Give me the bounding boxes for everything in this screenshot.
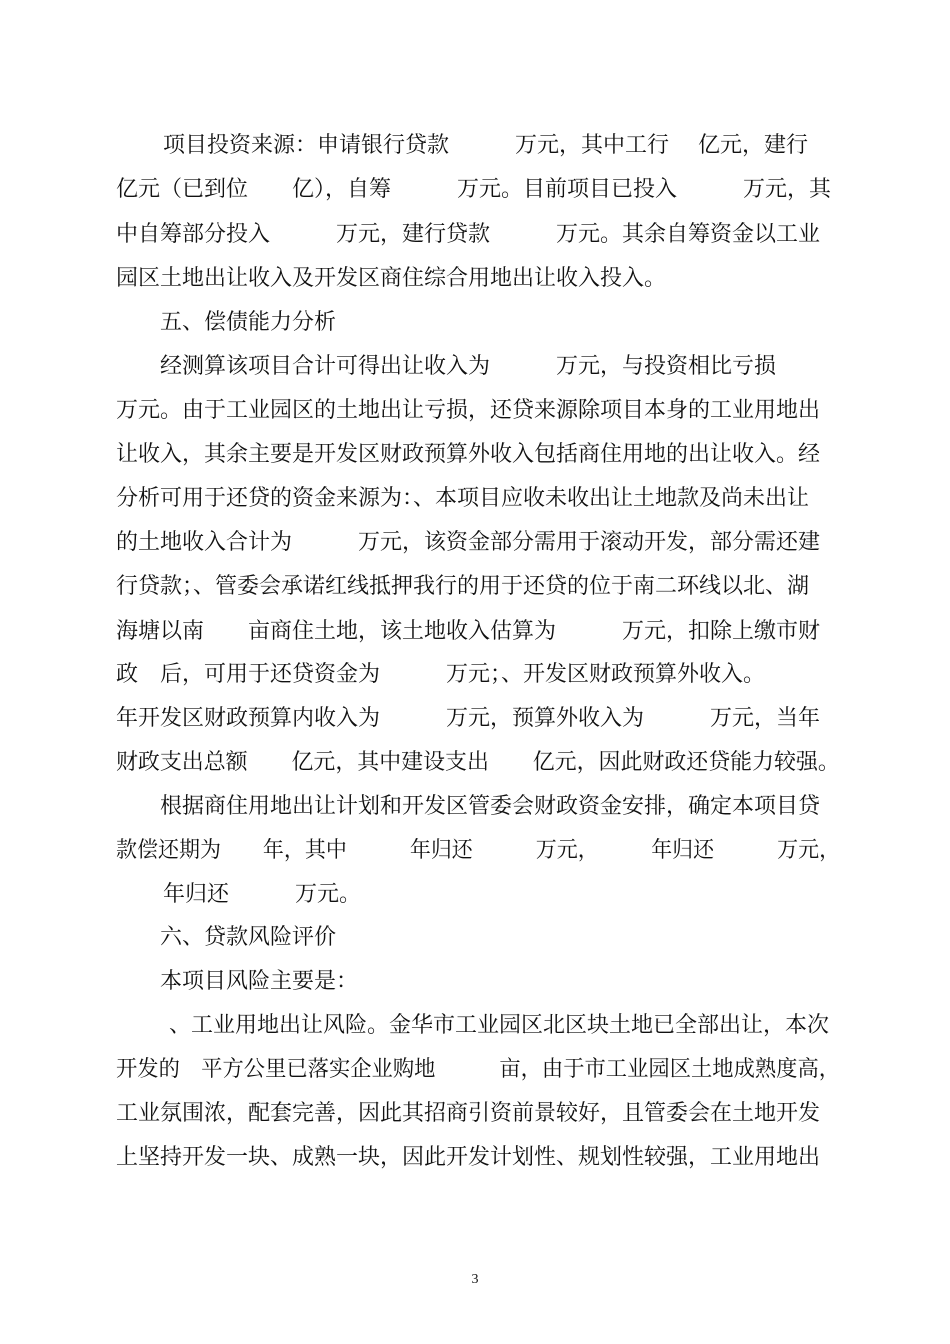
text-line: 本项目风险主要是： [160, 969, 359, 994]
text-line: 的土地收入合计为 万元，该资金部分需用于滚动开发，部分需还建 [116, 530, 821, 555]
text-line: 上坚持开发一块、成熟一块，因此开发计划性、规划性较强，工业用地出 [116, 1145, 821, 1170]
text-line: 款偿还期为 年，其中 年归还 万元， 年归还 万元， [116, 838, 841, 863]
text-line: 政 后，可用于还贷资金为 万元；、开发区财政预算外收入。 [116, 662, 766, 687]
text-line: 分析可用于还贷的资金来源为：、本项目应收未收出让土地款及尚未出让 [116, 486, 810, 511]
text-line: 海塘以南 亩商住土地，该土地收入估算为 万元，扣除上缴市财 [116, 619, 821, 644]
section-heading: 五、偿债能力分析 [160, 310, 337, 335]
text-line: 、工业用地出让风险。金华市工业园区北区块土地已全部出让，本次 [169, 1013, 830, 1038]
text-line: 工业氛围浓，配套完善，因此其招商引资前景较好，且管委会在土地开发 [116, 1101, 821, 1126]
text-line: 年开发区财政预算内收入为 万元，预算外收入为 万元，当年 [116, 706, 821, 731]
text-line: 年归还 万元。 [163, 882, 362, 907]
text-line: 万元。由于工业园区的土地出让亏损，还贷来源除项目本身的工业用地出 [116, 398, 821, 423]
text-line: 行贷款；、管委会承诺红线抵押我行的用于还贷的位于南二环线以北、湖 [116, 574, 810, 599]
text-line: 园区土地出让收入及开发区商住综合用地出让收入投入。 [116, 266, 667, 291]
text-line: 财政支出总额 亿元，其中建设支出 亿元，因此财政还贷能力较强。 [116, 750, 840, 775]
text-line: 项目投资来源：申请银行贷款 万元，其中工行 亿元，建行 [163, 133, 808, 158]
text-line: 根据商住用地出让计划和开发区管委会财政资金安排，确定本项目贷 [160, 794, 821, 819]
section-heading: 六、贷款风险评价 [160, 925, 337, 950]
text-line: 经测算该项目合计可得出让收入为 万元，与投资相比亏损 [160, 354, 777, 379]
text-line: 亿元（已到位 亿），自筹 万元。目前项目已投入 万元，其 [116, 177, 832, 202]
text-line: 中自筹部分投入 万元，建行贷款 万元。其余自筹资金以工业 [116, 222, 821, 247]
page-number: 3 [471, 1272, 479, 1287]
text-line: 开发的 平方公里已落实企业购地 亩，由于市工业园区土地成熟度高， [116, 1057, 841, 1082]
text-line: 让收入，其余主要是开发区财政预算外收入包括商住用地的出让收入。经 [116, 442, 821, 467]
